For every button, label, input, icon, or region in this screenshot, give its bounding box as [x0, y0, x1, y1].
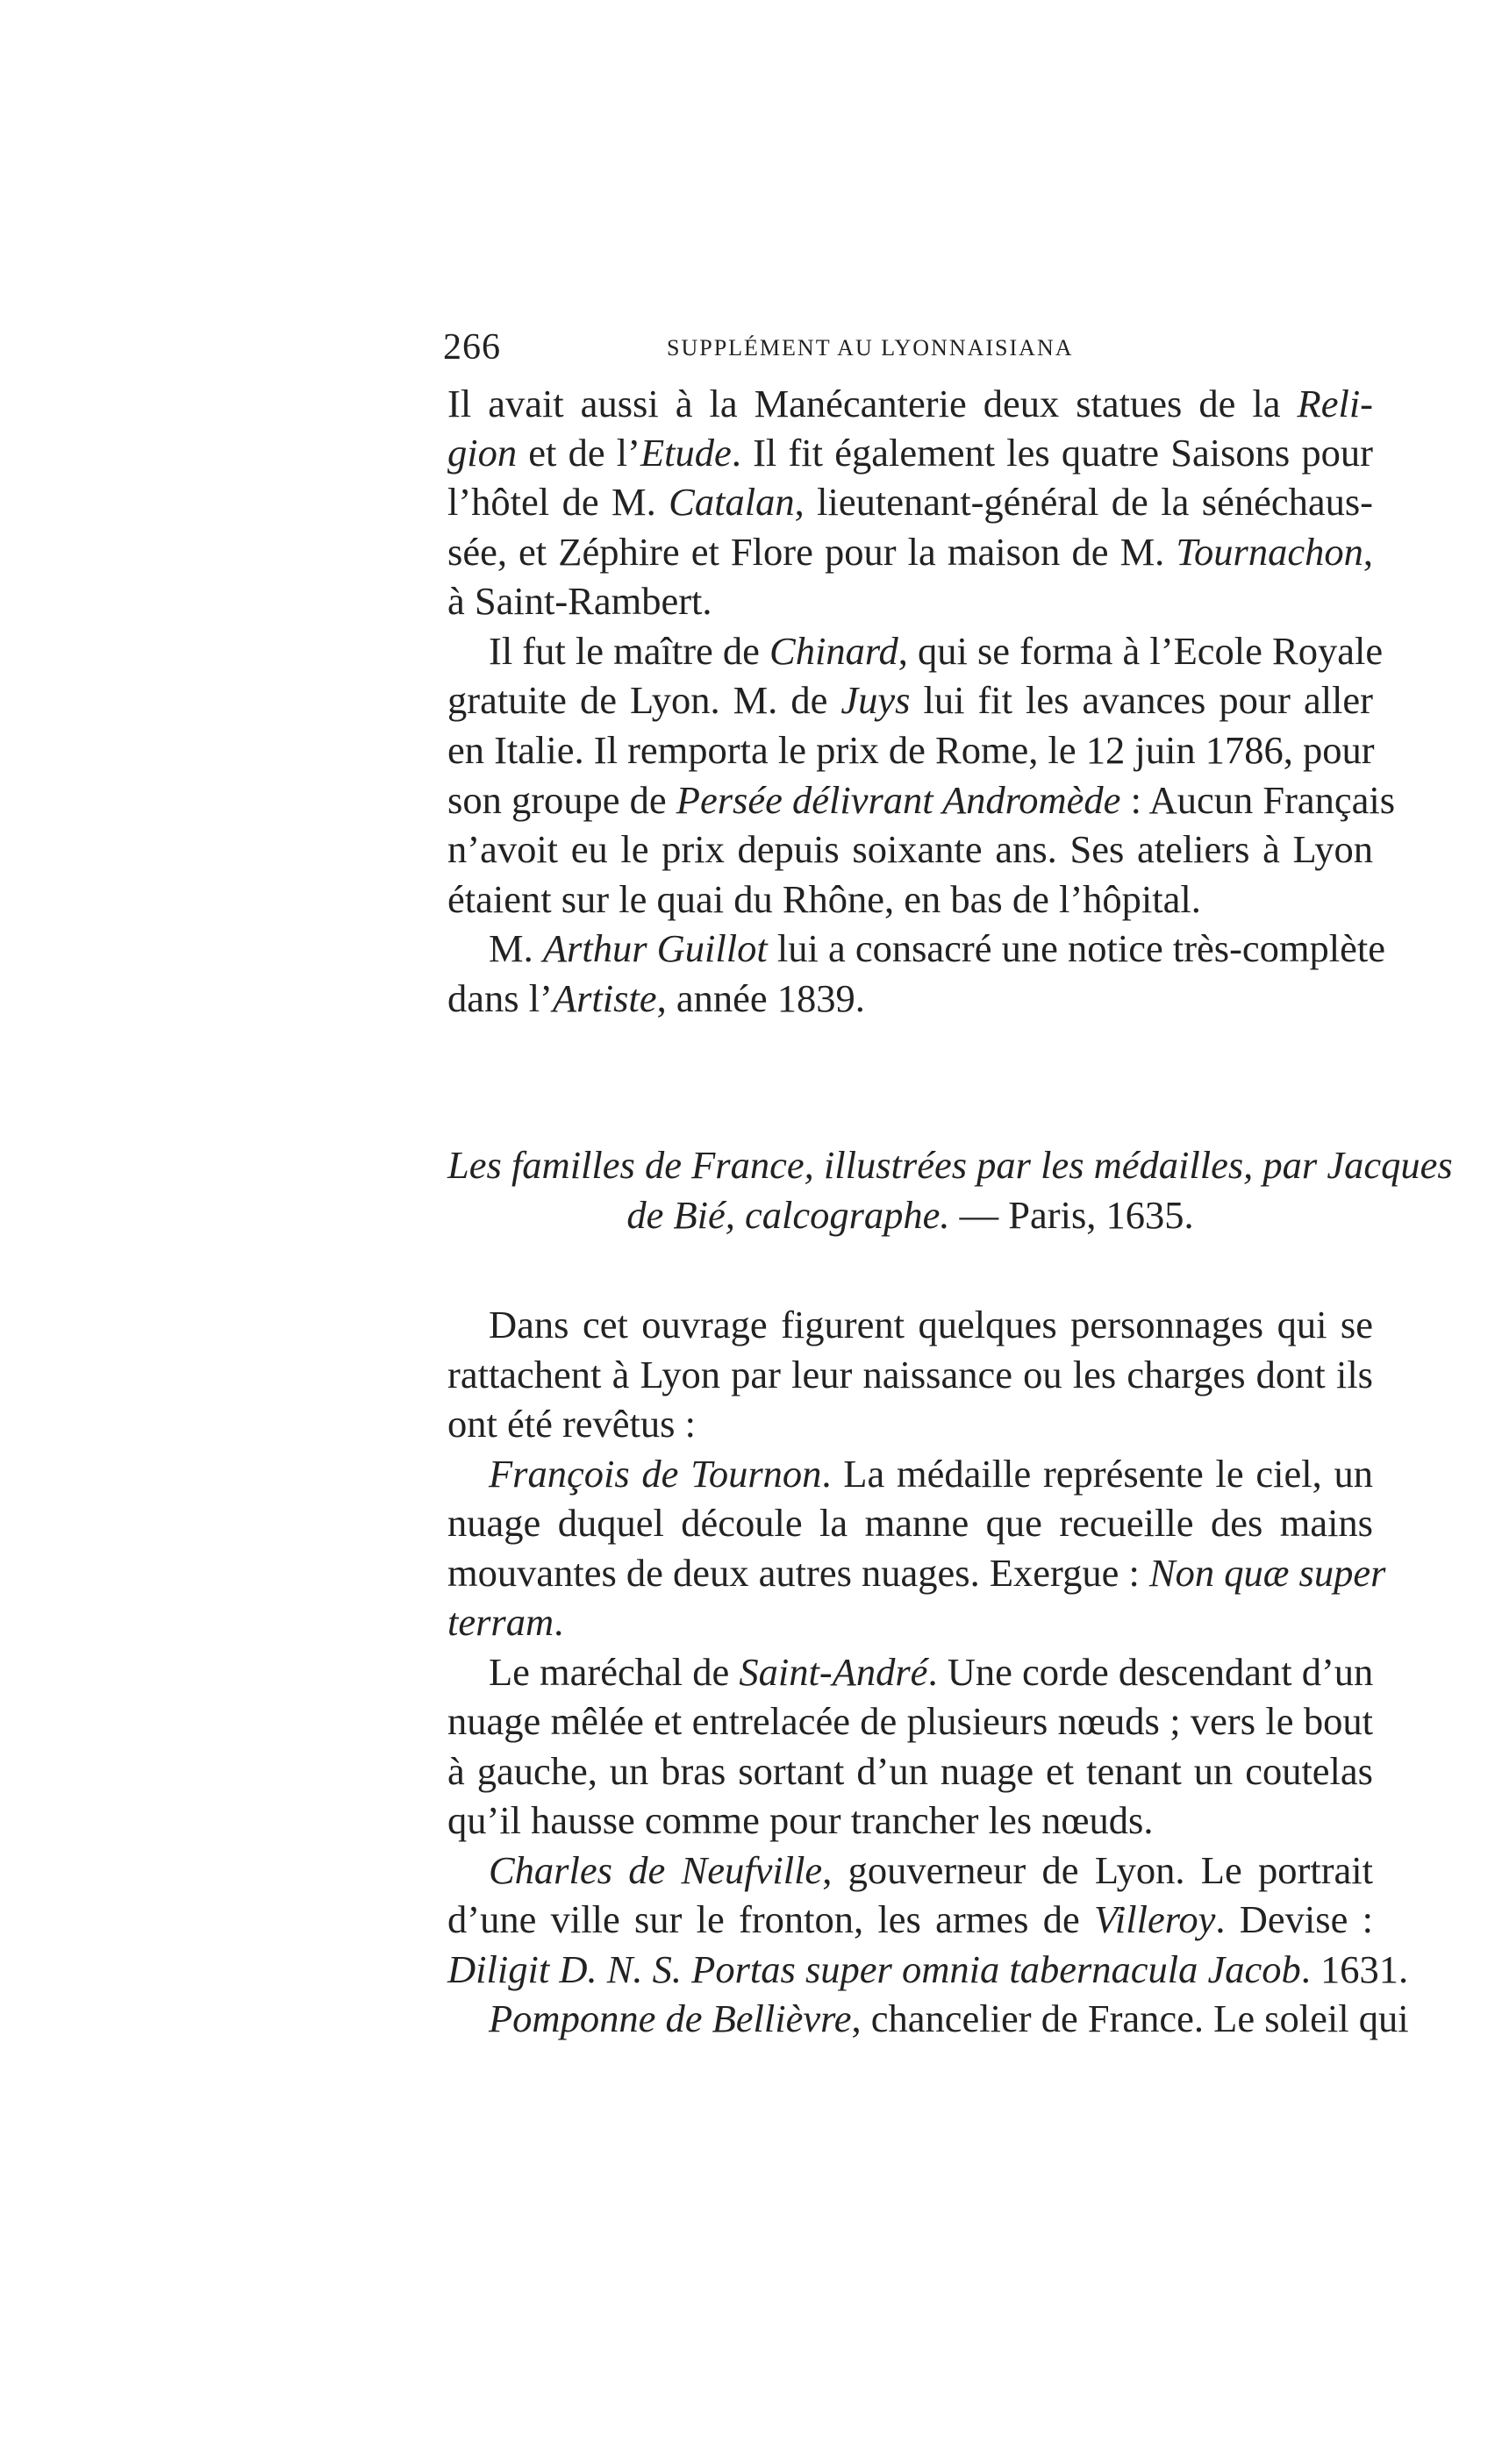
- italic-run: Pomponne de Bellièvre: [489, 1996, 852, 2040]
- text-line: [489, 1300, 1373, 1349]
- text-line: [489, 924, 1385, 973]
- text-run: gratuite de Lyon. M. de: [447, 678, 841, 722]
- section-heading: [447, 1140, 1453, 1189]
- text-line: [447, 825, 1373, 874]
- italic-run: Saint-André: [739, 1650, 928, 1694]
- section-heading: [447, 1190, 1373, 1239]
- text-run: en Italie. Il remporta le prix de Rome, le 12 juin 1786, pour: [447, 728, 1375, 772]
- italic-run: terram: [447, 1600, 554, 1644]
- text-run: dans l’: [447, 976, 553, 1020]
- text-run: M.: [489, 926, 543, 970]
- italic-run: François de Tournon: [489, 1452, 822, 1496]
- text-run: . Une corde descendant d’un: [927, 1650, 1374, 1694]
- text-run: , lieutenant-général de la sénéchaus-: [794, 480, 1373, 524]
- text-line: [447, 1895, 1373, 1944]
- italic-run: Etude: [640, 431, 732, 475]
- text-line: [447, 1945, 1409, 1994]
- text-run: ont été revêtus :: [447, 1402, 696, 1446]
- text-run: . 1631.: [1300, 1947, 1409, 1991]
- italic-run: Artiste: [552, 976, 657, 1020]
- text-run: Dans cet ouvrage figurent quelques personnages qui se: [489, 1303, 1373, 1346]
- text-run: Il avait aussi à la Manécanterie deux statues de la: [447, 382, 1298, 425]
- italic-run: gion: [447, 431, 518, 475]
- text-run: nuage mêlée et entrelacée de plusieurs nœuds ; vers le bout: [447, 1699, 1373, 1743]
- text-run: , gouverneur de Lyon. Le portrait: [822, 1848, 1373, 1892]
- text-run: à gauche, un bras sortant d’un nuage et tenant un coutelas: [447, 1749, 1373, 1793]
- text-line: [447, 379, 1373, 428]
- text-line: [447, 974, 1373, 1023]
- running-title: SUPPLÉMENT AU LYONNAISIANA: [667, 335, 1074, 361]
- text-run: rattachent à Lyon par leur naissance ou les charges dont ils: [447, 1353, 1373, 1396]
- italic-run: Diligit D. N. S. Portas super omnia tabernacula Jacob: [447, 1947, 1301, 1991]
- italic-run: Arthur Guillot: [542, 926, 768, 970]
- text-run: lui a consacré une notice très-complète: [767, 926, 1385, 970]
- italic-run: Catalan: [669, 480, 795, 524]
- text-line: [447, 1498, 1373, 1547]
- text-run: et de l’: [517, 431, 640, 475]
- text-run: — Paris, 1635.: [949, 1193, 1194, 1237]
- text-line: [447, 1350, 1373, 1399]
- text-run: qu’il hausse comme pour trancher les nœuds.: [447, 1798, 1154, 1842]
- text-line: [447, 1548, 1386, 1597]
- text-line: [447, 1796, 1373, 1845]
- text-run: son groupe de: [447, 778, 676, 822]
- text-line: [447, 527, 1373, 576]
- text-line: [447, 576, 1373, 625]
- running-header: [443, 326, 1382, 370]
- text-line: [447, 1597, 1373, 1646]
- italic-run: de Bié, calcographe.: [626, 1193, 950, 1237]
- text-run: , qui se forma à l’Ecole Royale: [898, 629, 1384, 673]
- text-line: [447, 725, 1373, 775]
- text-line: [447, 1746, 1373, 1796]
- text-run: sée, et Zéphire et Flore pour la maison de M.: [447, 530, 1177, 574]
- text-run: à Saint-Rambert.: [447, 579, 712, 623]
- text-run: , année 1839.: [656, 976, 865, 1020]
- italic-run: Non quæ super: [1148, 1551, 1386, 1595]
- italic-run: Persée délivrant Andromède: [676, 778, 1121, 822]
- text-run: .: [554, 1600, 564, 1644]
- italic-run: Charles de Neufville: [489, 1848, 823, 1892]
- text-line: [489, 1647, 1373, 1696]
- text-run: , chancelier de France. Le soleil qui: [851, 1996, 1409, 2040]
- text-line: [489, 1449, 1373, 1498]
- italic-run: Reli-: [1297, 382, 1373, 425]
- text-run: d’une ville sur le fronton, les armes de: [447, 1897, 1094, 1941]
- text-run: mouvantes de deux autres nuages. Exergue :: [447, 1551, 1149, 1595]
- text-line: [447, 675, 1373, 725]
- text-run: Le maréchal de: [489, 1650, 740, 1694]
- text-line: [489, 1846, 1373, 1895]
- italic-run: Chinard: [769, 629, 898, 673]
- text-line: [447, 477, 1373, 526]
- italic-run: Villeroy: [1093, 1897, 1216, 1941]
- text-run: lui fit les avances pour aller: [910, 678, 1373, 722]
- text-line: [447, 1696, 1373, 1746]
- text-run: : Aucun Français: [1120, 778, 1396, 822]
- text-line: [489, 1994, 1409, 2043]
- text-run: . Il fit également les quatre Saisons pour: [731, 431, 1373, 475]
- page-number: 266: [443, 327, 501, 368]
- text-line: [489, 626, 1384, 675]
- text-run: nuage duquel découle la manne que recueille des mains: [447, 1501, 1373, 1545]
- text-run: ,: [1363, 530, 1373, 574]
- text-run: l’hôtel de M.: [447, 480, 669, 524]
- italic-run: Juys: [840, 678, 911, 722]
- text-run: Il fut le maître de: [489, 629, 770, 673]
- italic-run: Tournachon: [1176, 530, 1363, 574]
- text-run: n’avoit eu le prix depuis soixante ans. Ses ateliers à Lyon: [447, 827, 1373, 871]
- text-line: [447, 875, 1373, 924]
- text-line: [447, 428, 1373, 477]
- text-run: étaient sur le quai du Rhône, en bas de l’hôpital.: [447, 877, 1201, 921]
- italic-run: Les familles de France, illustrées par les médailles, par Jacques: [447, 1143, 1453, 1187]
- text-line: [447, 1399, 1373, 1448]
- text-run: . Devise :: [1215, 1897, 1373, 1941]
- text-run: . La médaille représente le ciel, un: [821, 1452, 1373, 1496]
- text-line: [447, 775, 1396, 825]
